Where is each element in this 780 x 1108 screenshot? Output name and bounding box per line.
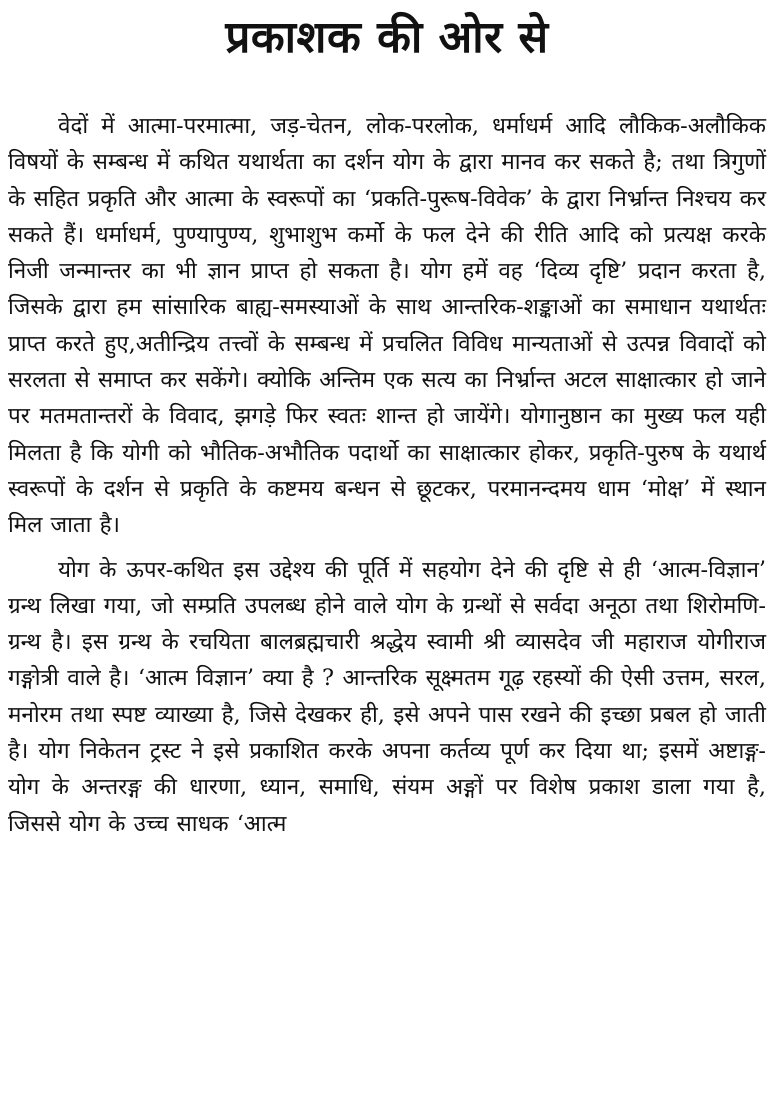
paragraph-1: वेदों में आत्मा-परमात्मा, जड़-चेतन, लोक-परलोक, धर्माधर्म आदि लौकिक-अलौकिक विषयों के सम्बन्ध में कथित यथार्थता का दर्शन योग के द्वारा मानव कर सकते है; तथा त्रिगुणों के सहित प्रकृति और आत्मा के स्वरूपों का ‘प्रकति-पुरूष-विवेक’ के द्वारा निर्भ्रान्त निश्चय कर सकते हैं। धर्माधर्म, पुण्यापुण्य, शुभाशुभ कर्मो के फल देने की रीति आदि को प्रत्यक्ष करके निजी जन्मान्तर का भी ज्ञान प्राप्त हो सकता है। योग हमें वह ‘दिव्य दृष्टि’ प्रदान करता है, जिसके द्वारा हम सांसारिक बाह्य-समस्याओं के साथ आन्तरिक-शङ्काओं का समाधान यथार्थतः प्राप्त करते हुए,अतीन्द्रिय तत्त्वों के सम्बन्ध में प्रचलित विविध मान्यताओं से उत्पन्न विवादों को सरलता से समाप्त कर सकेंगे। क्योकि अन्तिम एक सत्य का निर्भ्रान्त अटल साक्षात्कार हो जाने पर मतमतान्तरों के विवाद, झगड़े फिर स्वतः शान्त हो जायेंगे। योगानुष्ठान का मुख्य फल यही मिलता है कि योगी को भौतिक-अभौतिक पदार्थो का साक्षात्कार होकर, प्रकृति-पुरुष के यथार्थ स्वरूपों के दर्शन से प्रकृति के कष्टमय बन्धन से छूटकर, परमानन्दमय धाम ‘मोक्ष’ में स्थान मिल जाता है।	[8, 113, 766, 539]
page-title: प्रकाशक की ओर से	[225, 12, 549, 63]
body-text	[8, 108, 766, 842]
paragraph-2: योग के ऊपर-कथित इस उद्देश्य की पूर्ति में सहयोग देने की दृष्टि से ही ‘आत्म-विज्ञान’ ग्रन्थ लिखा गया, जो सम्प्रति उपलब्ध होने वाले योग के ग्रन्थों से सर्वदा अनूठा तथा शिरोमणि-ग्रन्थ है। इस ग्रन्थ के रचयिता बालब्रह्मचारी श्रद्धेय स्वामी श्री व्यासदेव जी महाराज योगीराज गङ्गोत्री वाले है। ‘आत्म विज्ञान’ क्या है ? आन्तरिक सूक्ष्मतम गूढ़ रहस्यों की ऐसी उत्तम, सरल, मनोरम तथा स्पष्ट व्याख्या है, जिसे देखकर ही, इसे अपने पास रखने की इच्छा प्रबल हो जाती है। योग निकेतन ट्रस्ट ने इसे प्रकाशित करके अपना कर्तव्य पूर्ण कर दिया था; इसमें अष्टाङ्ग-योग के अन्तरङ्ग की धारणा, ध्यान, समाधि, संयम अङ्गों पर विशेष प्रकाश डाला गया है, जिससे योग के उच्च साधक ‘आत्म	[8, 556, 766, 837]
